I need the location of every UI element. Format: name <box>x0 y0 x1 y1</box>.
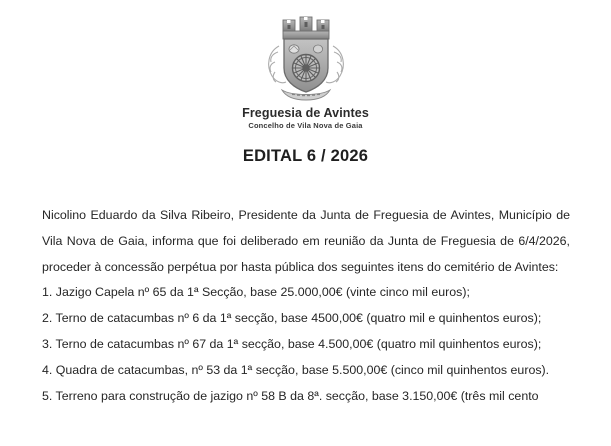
organization-subtitle: Concelho de Vila Nova de Gaia <box>248 121 363 130</box>
organization-name: Freguesia de Avintes <box>242 106 369 120</box>
document-header <box>0 0 611 131</box>
auction-items-list <box>42 280 570 409</box>
list-item: 1. Jazigo Capela nº 65 da 1ª Secção, base 25.000,00€ (vinte cinco mil euros); <box>42 285 470 300</box>
intro-paragraph: Nicolino Eduardo da Silva Ribeiro, Presidente da Junta de Freguesia de Avintes, Município de Vila Nova de Gaia, informa que foi deliberado em reunião da Junta de Freguesia de 6/4/2026, proceder à concessão perpétua por hasta pública dos seguintes itens do cemitério de Avintes: <box>42 208 570 274</box>
coat-of-arms-icon <box>258 10 354 102</box>
list-item: 2. Terno de catacumbas nº 6 da 1ª secção, base 4500,00€ (quatro mil e quinhentos euros); <box>42 311 542 326</box>
list-item: 4. Quadra de catacumbas, nº 53 da 1ª secção, base 5.500,00€ (cinco mil quinhentos euros). <box>42 362 550 377</box>
list-item: 3. Terno de catacumbas nº 67 da 1ª secção, base 4.500,00€ (quatro mil quinhentos euros); <box>42 336 542 351</box>
coat-of-arms-graphic <box>258 10 354 102</box>
document-body <box>42 203 570 409</box>
page-title: EDITAL 6 / 2026 <box>242 147 369 165</box>
list-item: 5. Terreno para construção de jazigo nº 58 B da 8ª. secção, base 3.150,00€ (três mil cento <box>42 388 539 403</box>
